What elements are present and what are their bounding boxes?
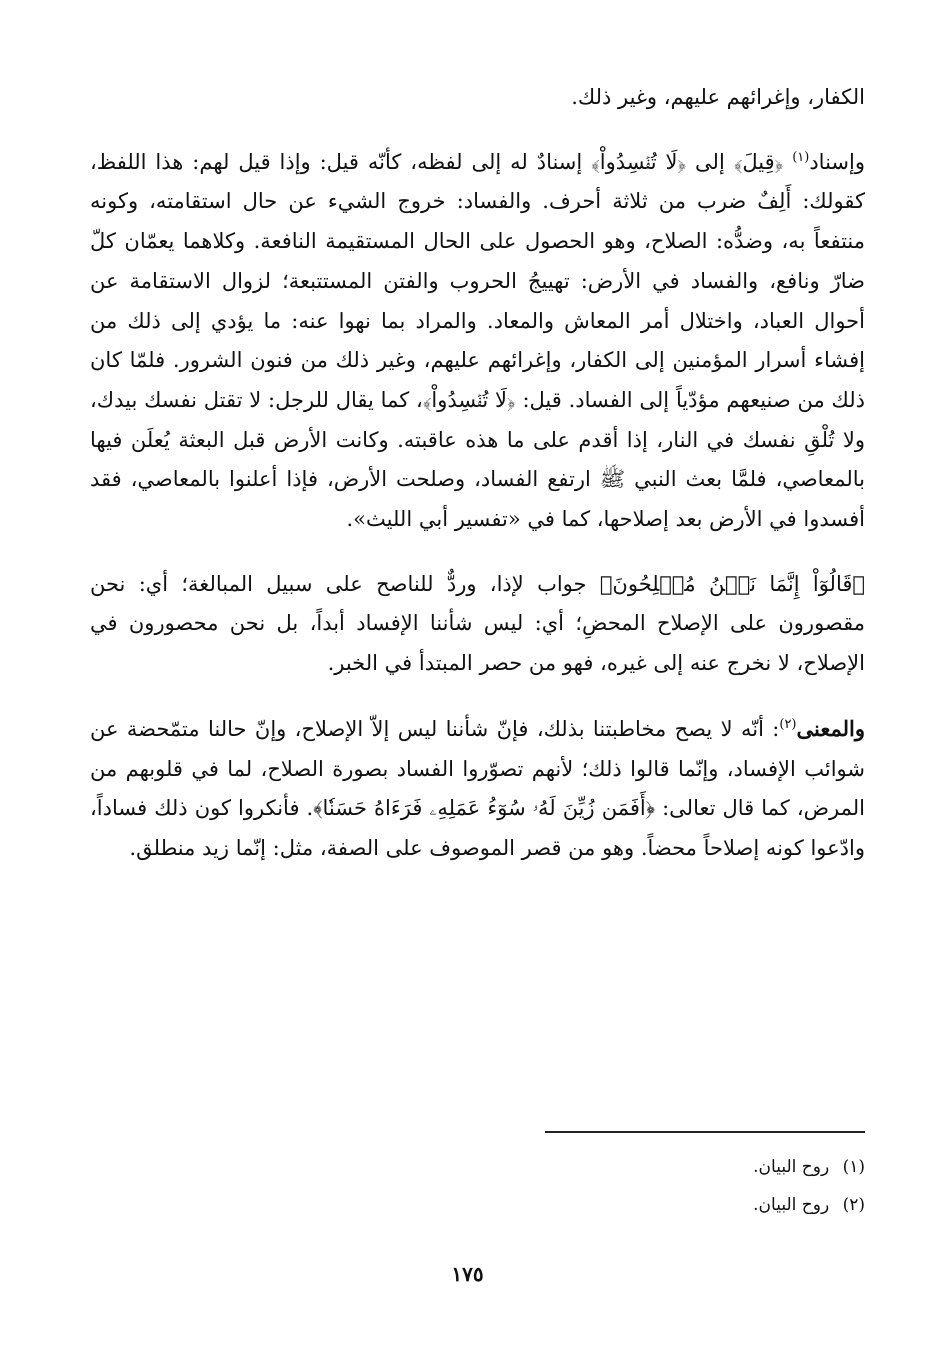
footnote-1 bbox=[545, 1148, 865, 1186]
paragraph-gap bbox=[90, 118, 865, 143]
paragraph-2-text: ﴿قِيلَ﴾ إلى ﴿لَا تُفۡسِدُواْ﴾ إسنادٌ له إلى لفظه، كأنّه قيل: وإذا قيل لهم: هذا اللفظ، كقولك: أَلِفٌ ضرب من ثلاثة أحرف. والفساد: خروج الشيء عن حال استقامته، وكونه منتفعاً به، وضدُّه: الصلاح، وهو الحصول على الحال المستقيمة النافعة. وكلاهما يعمّان كلّ ضارّ ونافع، والفساد في الأرض: تهييجُ الحروب والفتن المستتبعة؛ لزوال الاستقامة عن أحوال العباد، واختلال أمر المعاش والمعاد. والمراد بما نهوا عنه: ما يؤدي إلى ذلك من إفشاء أسرار المؤمنين إلى الكفار، وإغرائهم عليهم، وغير ذلك من فنون الشرور. فلمّا كان ذلك من صنيعهم مؤدّياً إلى الفساد. قيل: ﴿لَا تُفۡسِدُواْ﴾، كما يقال للرجل: لا تقتل نفسك بيدك، ولا تُلْقِ نفسك في النار، إذا أقدم على ما هذه عاقبته. وكانت الأرض قبل البعثة يُعلَن فيها بالمعاصي، فلمَّا بعث النبي ﷺ ارتفع الفساد، وصلحت الأرض، فإذا أعلنوا بالمعاصي، فقد أفسدوا في الأرض بعد إصلاحها، كما في «تفسير أبي الليث». bbox=[90, 149, 865, 532]
page-body bbox=[90, 78, 865, 869]
footnote-ref-1[interactable]: (١) bbox=[792, 149, 810, 165]
footnote-1-number: (١) bbox=[842, 1157, 865, 1177]
paragraph-4-lead: والمعنى bbox=[796, 715, 865, 741]
paragraph-2 bbox=[90, 143, 865, 540]
paragraph-gap bbox=[90, 684, 865, 709]
paragraph-2-lead: وإسناد bbox=[809, 149, 865, 174]
paragraph-1: الكفار، وإغرائهم عليهم، وغير ذلك. bbox=[571, 85, 865, 109]
paragraph-3: ﴿قَالُوٓاْ إِنَّمَا نَحۡنُ مُصۡلِحُونَ﴾ جواب لإذا، وردٌّ للناصح على سبيل المبالغة؛ أي: نحن مقصورون على الإصلاح المحضِ؛ أي: ليس شأننا الإفساد أبداً، بل نحن محصورون في الإصلاح، لا نخرج عنه إلى غيره، فهو من حصر المبتدأ في الخبر. bbox=[90, 571, 865, 676]
paragraph-gap bbox=[90, 540, 865, 565]
footnote-2-number: (٢) bbox=[842, 1195, 865, 1215]
paragraph-4-text: : أنّه لا يصح مخاطبتنا بذلك، فإنّ شأننا ليس إلاّ الإصلاح، وإنّ حالنا متمّحضة عن شوائب الإفساد، وإنّما قالوا ذلك؛ لأنهم تصوّروا الفساد بصورة الصلاح، لما في قلوبهم من المرض، كما قال تعالى: ﴿أَفَمَن زُيِّنَ لَهُۥ سُوٓءُ عَمَلِهِۦ فَرَءَاهُ حَسَنٗا﴾. فأنكروا كون ذلك فساداً، وادّعوا كونه إصلاحاً محضاً. وهو من قصر الموصوف على الصفة، مثل: إنّما زيد منطلق. bbox=[90, 716, 865, 860]
footnote-ref-2[interactable]: (٢) bbox=[779, 716, 797, 732]
footnote-1-text: روح البيان. bbox=[753, 1157, 830, 1177]
footnotes bbox=[545, 1148, 865, 1224]
page-number: ١٧٥ bbox=[451, 1262, 484, 1286]
footnote-2 bbox=[545, 1186, 865, 1224]
footnote-2-text: روح البيان. bbox=[753, 1195, 830, 1215]
footnote-divider bbox=[545, 1131, 865, 1133]
paragraph-4 bbox=[90, 709, 865, 869]
